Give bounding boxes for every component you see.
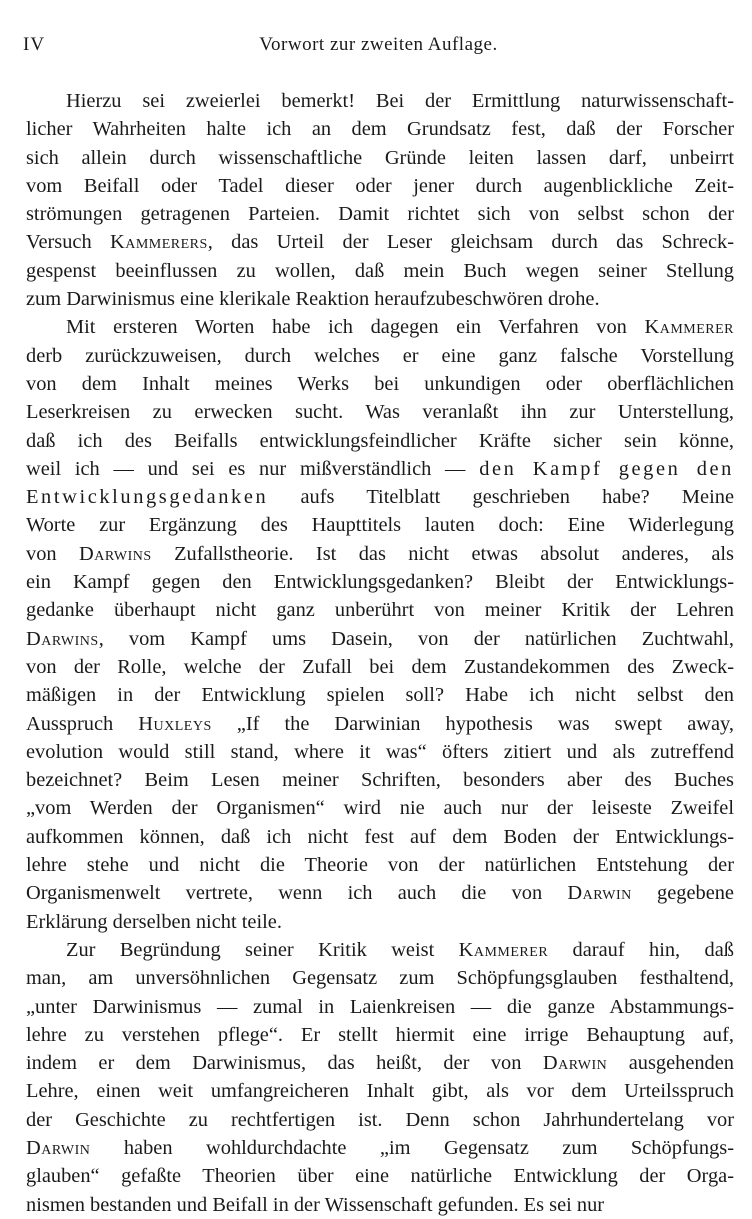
text-line xyxy=(26,738,734,766)
text-segment: daß ich des Beifalls entwicklungsfeindlicher Kräfte sicher sein könne, xyxy=(26,429,734,452)
text-segment: „unter Darwinismus — zumal in Laienkreisen — die ganze Abstammungs- xyxy=(26,995,734,1018)
author-name: Kammerers xyxy=(109,231,208,254)
emphasized-text: den Kampf gegen den xyxy=(479,457,734,480)
body-text xyxy=(26,87,734,1219)
text-segment: von der Rolle, welche der Zufall bei dem Zustandekommen des Zweck- xyxy=(26,655,734,678)
page-number: IV xyxy=(23,34,46,55)
text-segment: von xyxy=(26,542,79,565)
text-segment: weil ich — und sei es nur mißverständlich — xyxy=(26,457,480,480)
text-line xyxy=(26,144,734,172)
text-segment: strömungen getragenen Parteien. Damit richtet sich von selbst schon der xyxy=(26,203,734,226)
paragraph xyxy=(26,313,734,936)
text-segment: indem er dem Darwinismus, das heißt, der von xyxy=(26,1052,543,1075)
text-line xyxy=(26,1049,734,1077)
text-line xyxy=(26,908,734,936)
text-line xyxy=(26,200,734,228)
author-name: Huxleys xyxy=(138,712,212,735)
author-name: Darwins xyxy=(78,542,152,565)
text-segment: zum Darwinismus eine klerikale Reaktion heraufzubeschwören drohe. xyxy=(26,288,600,311)
text-line xyxy=(26,936,734,964)
text-line xyxy=(26,427,734,455)
text-line xyxy=(26,568,734,596)
text-segment: Erklärung derselben nicht teile. xyxy=(26,910,282,933)
text-line xyxy=(26,596,734,624)
text-line xyxy=(26,766,734,794)
text-segment: Worte zur Ergänzung des Haupttitels lauten doch: Eine Widerlegung xyxy=(26,514,734,537)
text-segment: lehre zu verstehen pflege“. Er stellt hiermit eine irrige Behauptung auf, xyxy=(26,1023,734,1046)
running-title: Vorwort zur zweiten Auflage. xyxy=(259,34,498,55)
author-name: Darwin xyxy=(567,882,632,905)
text-line xyxy=(26,313,734,341)
text-segment: lehre stehe und nicht die Theorie von der natürlichen Entstehung der xyxy=(26,854,734,877)
text-segment: mäßigen in der Entwicklung spielen soll? Habe ich nicht selbst den xyxy=(26,684,734,707)
text-segment: „vom Werden der Organismen“ wird nie auch nur der leiseste Zweifel xyxy=(26,797,734,820)
text-line xyxy=(26,511,734,539)
author-name: Darwin xyxy=(26,1136,91,1159)
text-segment: derb zurückzuweisen, durch welches er eine ganz falsche Vorstellung xyxy=(26,344,734,367)
text-line xyxy=(26,228,734,256)
text-line xyxy=(26,710,734,738)
text-segment: aufkommen können, daß ich nicht fest auf dem Boden der Entwicklungs- xyxy=(26,825,734,848)
text-line xyxy=(26,964,734,992)
text-segment: sich allein durch wissenschaftliche Gründe leiten lassen darf, unbeirrt xyxy=(26,146,734,169)
text-segment: Organismenwelt vertrete, wenn ich auch die von xyxy=(26,882,568,905)
text-segment: , vom Kampf ums Dasein, von der natürlichen Zuchtwahl, xyxy=(98,627,734,650)
text-segment: der Geschichte zu rechtfertigen ist. Denn schon Jahrhundertelang vor xyxy=(26,1108,734,1131)
paragraph xyxy=(26,936,734,1219)
text-line xyxy=(26,794,734,822)
text-line xyxy=(26,285,734,313)
text-line xyxy=(26,1162,734,1190)
text-line xyxy=(26,1021,734,1049)
text-line xyxy=(26,879,734,907)
author-name: Darwins xyxy=(26,627,99,650)
text-segment: Lehre, einen weit umfangreicheren Inhalt gibt, als vor dem Urteilsspruch xyxy=(26,1080,734,1103)
author-name: Kammerer xyxy=(458,938,549,961)
text-segment: darauf hin, daß xyxy=(548,938,734,961)
text-line xyxy=(26,1077,734,1105)
text-segment: Zur Begründung seiner Kritik weist xyxy=(66,938,459,961)
text-segment: Ausspruch xyxy=(26,712,139,735)
text-segment: man, am unversöhnlichen Gegensatz zum Schöpfungsglauben festhaltend, xyxy=(26,967,734,990)
text-segment: Hierzu sei zweierlei bemerkt! Bei der Ermittlung naturwissenschaft- xyxy=(66,90,734,112)
text-line xyxy=(26,257,734,285)
text-line xyxy=(26,653,734,681)
text-segment: gedanke überhaupt nicht ganz unberührt von meiner Kritik der Lehren xyxy=(26,599,734,622)
text-segment: gespenst beeinflussen zu wollen, daß mein Buch wegen seiner Stellung xyxy=(26,259,734,282)
emphasized-text: Entwicklungsgedanken xyxy=(26,486,269,509)
text-segment: Mit ersteren Worten habe ich dagegen ein Verfahren von xyxy=(66,316,645,339)
text-segment: von dem Inhalt meines Werks bei unkundigen oder oberflächlichen xyxy=(26,372,734,395)
text-line xyxy=(26,1191,734,1219)
paragraph xyxy=(26,87,734,313)
text-line xyxy=(26,625,734,653)
text-segment: glauben“ gefaßte Theorien über eine natürliche Entwicklung der Orga- xyxy=(26,1165,734,1188)
text-segment: Versuch xyxy=(26,231,110,254)
text-segment: haben wohldurchdachte „im Gegensatz zum Schöpfungs- xyxy=(90,1136,734,1159)
text-line xyxy=(26,115,734,143)
text-segment: , das Urteil der Leser gleichsam durch das Schreck- xyxy=(207,231,735,254)
text-line xyxy=(26,681,734,709)
text-segment: bezeichnet? Beim Lesen meiner Schriften, besonders aber des Buches xyxy=(26,769,734,792)
text-line xyxy=(26,370,734,398)
text-line xyxy=(26,455,734,483)
text-line xyxy=(26,823,734,851)
text-segment: ein Kampf gegen den Entwicklungsgedanken? Bleibt der Entwicklungs- xyxy=(26,571,734,594)
text-line xyxy=(26,1134,734,1162)
text-line xyxy=(26,1106,734,1134)
text-segment: vom Beifall oder Tadel dieser oder jener durch augenblickliche Zeit- xyxy=(26,174,734,197)
text-line xyxy=(26,851,734,879)
author-name: Darwin xyxy=(542,1052,608,1075)
text-segment: ausgehenden xyxy=(607,1052,735,1075)
text-line xyxy=(26,993,734,1021)
text-segment: aufs Titelblatt geschrieben habe? Meine xyxy=(268,486,734,509)
text-segment: gegebene xyxy=(631,882,734,905)
author-name: Kammerer xyxy=(644,316,734,339)
text-segment: Zufallstheorie. Ist das nicht etwas absolut anderes, als xyxy=(151,542,734,565)
page-header xyxy=(23,34,734,62)
text-line xyxy=(26,172,734,200)
text-segment: „If the Darwinian hypothesis was swept away, xyxy=(211,712,734,735)
text-line xyxy=(26,540,734,568)
text-segment: Leserkreisen zu erwecken sucht. Was veranlaßt ihn zur Unterstellung, xyxy=(26,401,734,424)
text-segment: evolution would still stand, where it was“ öfters zitiert und als zutreffend xyxy=(26,740,734,763)
text-line xyxy=(26,483,734,511)
text-segment: nismen bestanden und Beifall in der Wissenschaft gefunden. Es sei nur xyxy=(26,1193,605,1216)
text-line xyxy=(26,87,734,115)
text-line xyxy=(26,398,734,426)
text-segment: licher Wahrheiten halte ich an dem Grundsatz fest, daß der Forscher xyxy=(26,118,734,141)
text-line xyxy=(26,342,734,370)
